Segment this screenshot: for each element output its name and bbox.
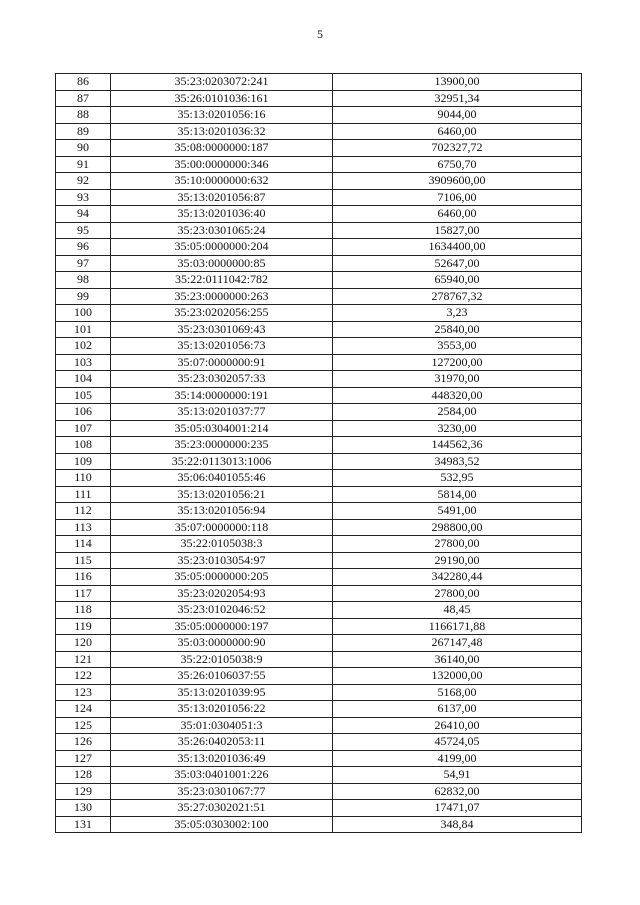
row-number-cell: 107	[56, 420, 111, 437]
table-row	[56, 387, 582, 404]
cadastral-number-cell: 35:13:0201056:16	[111, 107, 333, 124]
cadastral-number-cell: 35:27:0302021:51	[111, 800, 333, 817]
cadastral-number-cell: 35:23:0301065:24	[111, 222, 333, 239]
row-number-cell: 121	[56, 651, 111, 668]
row-number-cell: 131	[56, 816, 111, 833]
row-number-cell: 87	[56, 90, 111, 107]
cadastral-number-cell: 35:13:0201037:77	[111, 404, 333, 421]
row-number-cell: 112	[56, 503, 111, 520]
cadastral-number-cell: 35:03:0000000:85	[111, 255, 333, 272]
value-cell: 13900,00	[333, 74, 582, 91]
value-cell: 62832,00	[333, 783, 582, 800]
table-row	[56, 338, 582, 355]
cadastral-value-table	[55, 73, 582, 833]
cadastral-number-cell: 35:03:0401001:226	[111, 767, 333, 784]
table-row	[56, 140, 582, 157]
value-cell: 31970,00	[333, 371, 582, 388]
row-number-cell: 122	[56, 668, 111, 685]
value-cell: 7106,00	[333, 189, 582, 206]
value-cell: 4199,00	[333, 750, 582, 767]
table-row	[56, 651, 582, 668]
table-row	[56, 239, 582, 256]
row-number-cell: 126	[56, 734, 111, 751]
row-number-cell: 97	[56, 255, 111, 272]
table-row	[56, 156, 582, 173]
value-cell: 15827,00	[333, 222, 582, 239]
table-row	[56, 206, 582, 223]
value-cell: 17471,07	[333, 800, 582, 817]
cadastral-number-cell: 35:13:0201056:22	[111, 701, 333, 718]
row-number-cell: 117	[56, 585, 111, 602]
row-number-cell: 119	[56, 618, 111, 635]
cadastral-number-cell: 35:13:0201056:87	[111, 189, 333, 206]
value-cell: 127200,00	[333, 354, 582, 371]
value-cell: 34983,52	[333, 453, 582, 470]
value-cell: 6460,00	[333, 206, 582, 223]
cadastral-number-cell: 35:13:0201039:95	[111, 684, 333, 701]
row-number-cell: 120	[56, 635, 111, 652]
table-row	[56, 354, 582, 371]
value-cell: 1634400,00	[333, 239, 582, 256]
row-number-cell: 99	[56, 288, 111, 305]
row-number-cell: 125	[56, 717, 111, 734]
row-number-cell: 123	[56, 684, 111, 701]
value-cell: 702327,72	[333, 140, 582, 157]
table-row	[56, 173, 582, 190]
table-row	[56, 272, 582, 289]
cadastral-number-cell: 35:23:0202054:93	[111, 585, 333, 602]
table-row	[56, 222, 582, 239]
cadastral-number-cell: 35:23:0000000:263	[111, 288, 333, 305]
row-number-cell: 113	[56, 519, 111, 536]
value-cell: 48,45	[333, 602, 582, 619]
table-row	[56, 767, 582, 784]
table-row	[56, 255, 582, 272]
row-number-cell: 93	[56, 189, 111, 206]
value-cell: 65940,00	[333, 272, 582, 289]
table-row	[56, 569, 582, 586]
value-cell: 5168,00	[333, 684, 582, 701]
value-cell: 6460,00	[333, 123, 582, 140]
table-row	[56, 371, 582, 388]
row-number-cell: 108	[56, 437, 111, 454]
cadastral-number-cell: 35:13:0201056:21	[111, 486, 333, 503]
row-number-cell: 124	[56, 701, 111, 718]
row-number-cell: 103	[56, 354, 111, 371]
row-number-cell: 118	[56, 602, 111, 619]
row-number-cell: 109	[56, 453, 111, 470]
table-row	[56, 536, 582, 553]
table-row	[56, 503, 582, 520]
table-row	[56, 618, 582, 635]
value-cell: 298800,00	[333, 519, 582, 536]
cadastral-number-cell: 35:07:0000000:118	[111, 519, 333, 536]
row-number-cell: 102	[56, 338, 111, 355]
value-cell: 448320,00	[333, 387, 582, 404]
row-number-cell: 100	[56, 305, 111, 322]
table-row	[56, 404, 582, 421]
cadastral-number-cell: 35:00:0000000:346	[111, 156, 333, 173]
table-row	[56, 684, 582, 701]
cadastral-number-cell: 35:03:0000000:90	[111, 635, 333, 652]
cadastral-number-cell: 35:13:0201036:49	[111, 750, 333, 767]
cadastral-number-cell: 35:23:0102046:52	[111, 602, 333, 619]
row-number-cell: 127	[56, 750, 111, 767]
value-cell: 29190,00	[333, 552, 582, 569]
page-number: 5	[317, 27, 323, 41]
row-number-cell: 95	[56, 222, 111, 239]
table-row	[56, 470, 582, 487]
table-row	[56, 321, 582, 338]
value-cell: 54,91	[333, 767, 582, 784]
cadastral-number-cell: 35:23:0000000:235	[111, 437, 333, 454]
row-number-cell: 91	[56, 156, 111, 173]
cadastral-number-cell: 35:22:0111042:782	[111, 272, 333, 289]
table-row	[56, 635, 582, 652]
value-cell: 27800,00	[333, 536, 582, 553]
table-row	[56, 453, 582, 470]
value-cell: 5814,00	[333, 486, 582, 503]
cadastral-number-cell: 35:26:0106037:55	[111, 668, 333, 685]
value-cell: 9044,00	[333, 107, 582, 124]
cadastral-number-cell: 35:13:0201036:40	[111, 206, 333, 223]
value-cell: 342280,44	[333, 569, 582, 586]
cadastral-number-cell: 35:13:0201036:32	[111, 123, 333, 140]
table-row	[56, 486, 582, 503]
table-row	[56, 420, 582, 437]
table-row	[56, 717, 582, 734]
cadastral-number-cell: 35:23:0203072:241	[111, 74, 333, 91]
table-body	[56, 74, 582, 833]
cadastral-number-cell: 35:26:0402053:11	[111, 734, 333, 751]
table-row	[56, 701, 582, 718]
cadastral-number-cell: 35:23:0103054:97	[111, 552, 333, 569]
value-cell: 25840,00	[333, 321, 582, 338]
value-cell: 132000,00	[333, 668, 582, 685]
row-number-cell: 92	[56, 173, 111, 190]
row-number-cell: 115	[56, 552, 111, 569]
table-row	[56, 750, 582, 767]
row-number-cell: 94	[56, 206, 111, 223]
row-number-cell: 129	[56, 783, 111, 800]
value-cell: 6750,70	[333, 156, 582, 173]
value-cell: 348,84	[333, 816, 582, 833]
row-number-cell: 105	[56, 387, 111, 404]
cadastral-number-cell: 35:05:0000000:197	[111, 618, 333, 635]
table-row	[56, 519, 582, 536]
row-number-cell: 88	[56, 107, 111, 124]
table-row	[56, 437, 582, 454]
cadastral-number-cell: 35:05:0000000:204	[111, 239, 333, 256]
value-cell: 36140,00	[333, 651, 582, 668]
row-number-cell: 116	[56, 569, 111, 586]
row-number-cell: 89	[56, 123, 111, 140]
value-cell: 1166171,88	[333, 618, 582, 635]
value-cell: 3909600,00	[333, 173, 582, 190]
value-cell: 267147,48	[333, 635, 582, 652]
cadastral-number-cell: 35:23:0301067:77	[111, 783, 333, 800]
row-number-cell: 110	[56, 470, 111, 487]
cadastral-number-cell: 35:10:0000000:632	[111, 173, 333, 190]
row-number-cell: 96	[56, 239, 111, 256]
cadastral-number-cell: 35:26:0101036:161	[111, 90, 333, 107]
cadastral-number-cell: 35:22:0105038:3	[111, 536, 333, 553]
table-row	[56, 734, 582, 751]
cadastral-number-cell: 35:23:0302057:33	[111, 371, 333, 388]
value-cell: 278767,32	[333, 288, 582, 305]
row-number-cell: 111	[56, 486, 111, 503]
cadastral-number-cell: 35:01:0304051:3	[111, 717, 333, 734]
value-cell: 3,23	[333, 305, 582, 322]
cadastral-number-cell: 35:05:0000000:205	[111, 569, 333, 586]
cadastral-number-cell: 35:06:0401055:46	[111, 470, 333, 487]
table-row	[56, 816, 582, 833]
value-cell: 3230,00	[333, 420, 582, 437]
row-number-cell: 98	[56, 272, 111, 289]
table-row	[56, 668, 582, 685]
table-row	[56, 585, 582, 602]
cadastral-number-cell: 35:07:0000000:91	[111, 354, 333, 371]
table-row	[56, 288, 582, 305]
cadastral-number-cell: 35:13:0201056:73	[111, 338, 333, 355]
cadastral-number-cell: 35:14:0000000:191	[111, 387, 333, 404]
cadastral-number-cell: 35:05:0303002:100	[111, 816, 333, 833]
table-row	[56, 74, 582, 91]
cadastral-number-cell: 35:22:0113013:1006	[111, 453, 333, 470]
cadastral-number-cell: 35:05:0304001:214	[111, 420, 333, 437]
row-number-cell: 101	[56, 321, 111, 338]
cadastral-number-cell: 35:22:0105038:9	[111, 651, 333, 668]
value-cell: 32951,34	[333, 90, 582, 107]
table-row	[56, 552, 582, 569]
value-cell: 26410,00	[333, 717, 582, 734]
table-row	[56, 602, 582, 619]
value-cell: 6137,00	[333, 701, 582, 718]
value-cell: 3553,00	[333, 338, 582, 355]
table-row	[56, 783, 582, 800]
cadastral-number-cell: 35:23:0202056:255	[111, 305, 333, 322]
value-cell: 52647,00	[333, 255, 582, 272]
table-row	[56, 800, 582, 817]
row-number-cell: 86	[56, 74, 111, 91]
cadastral-number-cell: 35:08:0000000:187	[111, 140, 333, 157]
row-number-cell: 128	[56, 767, 111, 784]
table-row	[56, 123, 582, 140]
cadastral-number-cell: 35:13:0201056:94	[111, 503, 333, 520]
value-cell: 45724,05	[333, 734, 582, 751]
table-row	[56, 305, 582, 322]
row-number-cell: 90	[56, 140, 111, 157]
value-cell: 144562,36	[333, 437, 582, 454]
table-row	[56, 107, 582, 124]
value-cell: 2584,00	[333, 404, 582, 421]
table-row	[56, 90, 582, 107]
row-number-cell: 106	[56, 404, 111, 421]
value-cell: 532,95	[333, 470, 582, 487]
row-number-cell: 104	[56, 371, 111, 388]
table-row	[56, 189, 582, 206]
value-cell: 27800,00	[333, 585, 582, 602]
row-number-cell: 130	[56, 800, 111, 817]
cadastral-number-cell: 35:23:0301069:43	[111, 321, 333, 338]
row-number-cell: 114	[56, 536, 111, 553]
value-cell: 5491,00	[333, 503, 582, 520]
